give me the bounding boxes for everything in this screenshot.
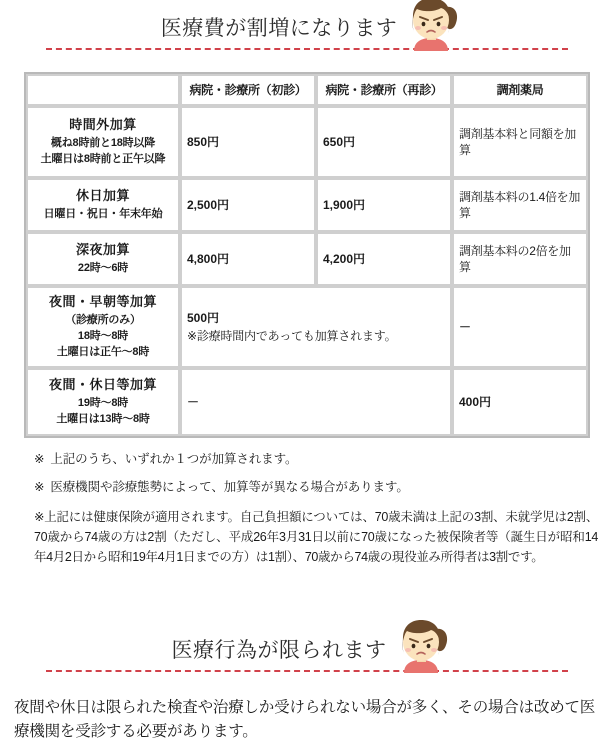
girl-frowning-icon: [401, 0, 463, 51]
row-header-holiday: [26, 178, 180, 232]
row-header-title: 夜間・休日等加算: [33, 376, 173, 394]
row-header-subtitle: 土曜日は13時～8時: [33, 412, 173, 428]
column-header-repeat-visit: 病院・診療所（再診）: [316, 74, 452, 106]
page-title: 医療費が割増になります: [161, 18, 398, 42]
table-row: [26, 286, 588, 368]
cell-first-visit-fee: 4,800円: [180, 232, 316, 286]
row-header-evening-holiday: [26, 368, 180, 436]
row-header-title: 夜間・早朝等加算: [33, 293, 173, 311]
cell-first-visit-fee: 850円: [180, 106, 316, 178]
cell-pharmacy-fee: 調剤基本料の1.4倍を加算: [452, 178, 588, 232]
table-row: [26, 178, 588, 232]
footnote-item: [34, 450, 598, 469]
row-header-subtitle: 土曜日は8時前と正午以降: [33, 152, 173, 168]
footnote-mark: ※: [34, 452, 44, 466]
column-header-first-visit: 病院・診療所（初診）: [180, 74, 316, 106]
table-header-row: [26, 74, 588, 106]
cell-merged-clinic-fee: [180, 286, 452, 368]
cell-amount: 500円: [187, 310, 445, 326]
fee-heading-row: [0, 0, 614, 42]
cell-pharmacy-fee: 調剤基本料と同額を加算: [452, 106, 588, 178]
cell-repeat-visit-fee: 1,900円: [316, 178, 452, 232]
footnotes: [0, 438, 614, 568]
row-header-subtitle: 土曜日は正午～8時: [33, 345, 173, 361]
row-header-title: 時間外加算: [33, 116, 173, 134]
cell-repeat-visit-fee: 650円: [316, 106, 452, 178]
table-row: [26, 232, 588, 286]
cell-pharmacy-fee: －: [452, 286, 588, 368]
heading-dashed-rule: [46, 670, 568, 672]
footnote-item: [34, 478, 598, 497]
cell-pharmacy-fee: 調剤基本料の2倍を加算: [452, 232, 588, 286]
row-header-subtitle: 19時～8時: [33, 396, 173, 412]
cell-merged-clinic-fee: －: [180, 368, 452, 436]
row-header-subtitle: 18時～8時: [33, 329, 173, 345]
row-header-after-hours: [26, 106, 180, 178]
row-header-late-night: [26, 232, 180, 286]
fee-table: [24, 72, 590, 438]
footnote-mark: ※: [34, 480, 44, 494]
row-header-subtitle: 日曜日・祝日・年末年始: [33, 207, 173, 223]
cell-first-visit-fee: 2,500円: [180, 178, 316, 232]
table-corner-cell: [26, 74, 180, 106]
limited-heading-row: [0, 622, 614, 664]
heading-dashed-rule: [46, 48, 568, 50]
footnote-text: 上記のうち、いずれか１つが加算されます。: [50, 452, 297, 466]
row-header-subtitle: 概ね8時前と18時以降: [33, 136, 173, 152]
column-header-pharmacy: 調剤薬局: [452, 74, 588, 106]
footnote-item: [34, 507, 598, 568]
row-header-evening-early-morning: [26, 286, 180, 368]
fee-section-header: [0, 0, 614, 58]
table-row: [26, 106, 588, 178]
fee-table-container: [0, 58, 614, 438]
cell-note: ※診療時間内であっても加算されます。: [187, 328, 445, 344]
row-header-title: 深夜加算: [33, 241, 173, 259]
cell-repeat-visit-fee: 4,200円: [316, 232, 452, 286]
section-title: 医療行為が限られます: [172, 640, 387, 664]
footnote-text: 医療機関や診療態勢によって、加算等が異なる場合があります。: [50, 480, 408, 494]
row-header-subtitle: （診療所のみ）: [33, 313, 173, 329]
cell-pharmacy-fee: 400円: [452, 368, 588, 436]
limited-section-header: [0, 622, 614, 680]
table-row: [26, 368, 588, 436]
footnote-text: 上記には健康保険が適用されます。自己負担額については、70歳未満は上記の3割、未就学児は2割、70歳から74歳の方は2割（ただし、平成26年3月31日以前に70歳になった被保険者等（誕生日が昭和14年4月2日から昭和19年4月1日までの方）は1割）、70歳から74歳の現役並み所得者は3割です。: [34, 510, 598, 565]
row-header-subtitle: 22時～6時: [33, 261, 173, 277]
footnote-mark: ※: [34, 510, 44, 524]
row-header-title: 休日加算: [33, 187, 173, 205]
limited-section-body: 夜間や休日は限られた検査や治療しか受けられない場合が多く、その場合は改めて医療機関を受診する必要があります。: [0, 680, 614, 745]
girl-frowning-icon: [391, 615, 453, 673]
